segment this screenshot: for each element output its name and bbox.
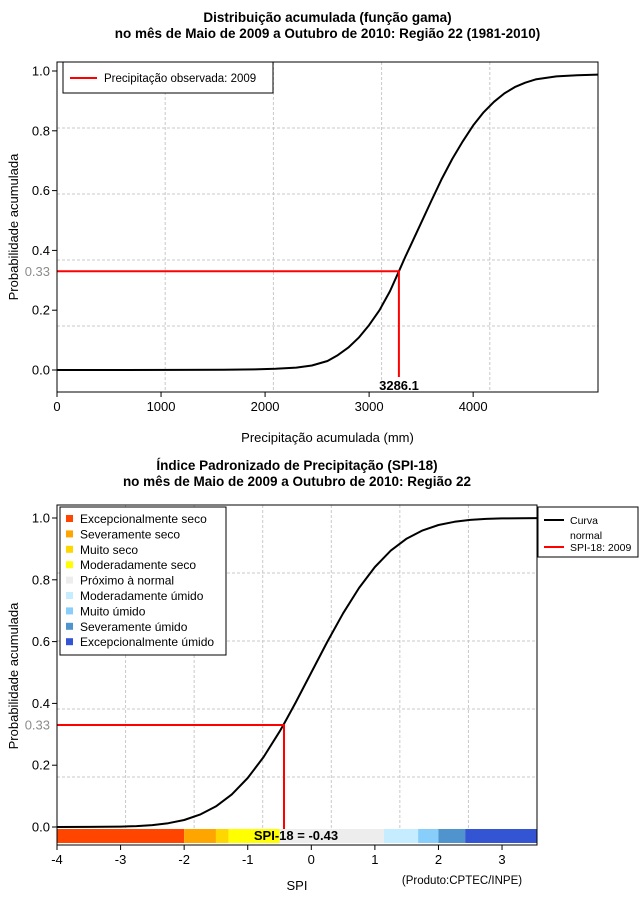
y-axis-tick-label: 0.2: [31, 757, 50, 773]
colorbar-segment: [384, 829, 418, 843]
y-axis-tick-label: 0.2: [31, 302, 50, 318]
colorbar-segment: [465, 829, 537, 843]
gamma-x-axis-label: Precipitação acumulada (mm): [241, 430, 414, 445]
x-axis-tick-label: -3: [114, 852, 127, 867]
category-swatch: [66, 546, 73, 553]
curve-legend-label: Curva: [570, 515, 599, 527]
gamma-chart-title: Distribuição acumulada (função gama): [203, 10, 452, 25]
spi-chart-title: Índice Padronizado de Precipitação (SPI-18): [156, 458, 438, 473]
category-label: Moderadamente úmido: [80, 589, 204, 603]
reference-probability-label: 0.33: [24, 717, 50, 733]
category-swatch: [66, 577, 73, 584]
category-label: Severamente úmido: [80, 619, 188, 634]
reference-value-label: 3286.1: [379, 378, 419, 393]
curve-legend-label: SPI-18: 2009: [570, 542, 632, 554]
category-swatch: [66, 592, 73, 599]
category-swatch: [66, 638, 73, 645]
category-label: Muito seco: [80, 542, 139, 557]
reference-probability-label: 0.33: [24, 263, 50, 279]
x-axis-tick-label: 1000: [146, 399, 176, 414]
colorbar-segment: [57, 829, 184, 843]
category-swatch: [66, 623, 73, 630]
x-axis-tick-label: -1: [241, 852, 254, 867]
x-axis-tick-label: 4000: [458, 399, 488, 414]
category-label: Excepcionalmente seco: [80, 512, 207, 526]
curve-legend-label: normal: [570, 530, 603, 542]
gamma-chart-subtitle: no mês de Maio de 2009 a Outubro de 2010: Região 22 (1981-2010): [114, 26, 541, 41]
legend-label: Precipitação observada: 2009: [104, 73, 257, 85]
y-axis-tick-label: 0.8: [31, 123, 50, 139]
y-axis-tick-label: 0.8: [31, 572, 50, 588]
y-axis-tick-label: 1.0: [31, 63, 50, 79]
x-axis-tick-label: 0: [53, 399, 61, 414]
spi-cdf-plot: [0, 450, 640, 900]
gamma-y-axis-label: Probabilidade acumulada: [6, 153, 21, 301]
y-axis-tick-label: 1.0: [31, 510, 50, 526]
producer-credit: (Produto:CPTEC/INPE): [401, 875, 523, 887]
x-axis-tick-label: 0: [307, 852, 315, 867]
x-axis-tick-label: -4: [51, 852, 63, 867]
y-axis-tick-label: 0.4: [31, 695, 50, 711]
spi-x-axis-label: SPI: [286, 878, 308, 893]
colorbar-segment: [216, 829, 229, 843]
x-axis-tick-label: 3000: [354, 399, 384, 414]
category-swatch: [66, 530, 73, 537]
colorbar-segment: [438, 829, 465, 843]
category-swatch: [66, 607, 73, 614]
category-label: Excepcionalmente úmido: [80, 635, 215, 650]
reference-line: [57, 271, 399, 377]
y-axis-tick-label: 0.0: [31, 819, 50, 835]
colorbar-segment: [418, 829, 438, 843]
plot-box: [57, 62, 598, 392]
category-label: Próximo à normal: [80, 573, 175, 588]
x-axis-tick-label: 1: [371, 852, 379, 867]
category-swatch: [66, 561, 73, 568]
spi-y-axis-label: Probabilidade acumulada: [6, 602, 21, 750]
y-axis-tick-label: 0.6: [31, 183, 50, 199]
colorbar-segment: [184, 829, 216, 843]
category-label: Severamente seco: [80, 527, 181, 542]
category-label: Moderadamente seco: [80, 558, 197, 573]
x-axis-tick-label: -2: [178, 852, 190, 867]
category-swatch: [66, 515, 73, 522]
x-axis-tick-label: 3: [498, 852, 506, 867]
x-axis-tick-label: 2: [434, 852, 443, 867]
category-label: Muito úmido: [80, 604, 146, 619]
spi-chart-subtitle: no mês de Maio de 2009 a Outubro de 2010: Região 22: [122, 474, 472, 489]
y-axis-tick-label: 0.4: [31, 242, 50, 258]
reference-value-label: SPI-18 = -0.43: [253, 828, 339, 843]
y-axis-tick-label: 0.6: [31, 634, 50, 650]
x-axis-tick-label: 2000: [250, 399, 280, 414]
y-axis-tick-label: 0.0: [31, 362, 50, 378]
